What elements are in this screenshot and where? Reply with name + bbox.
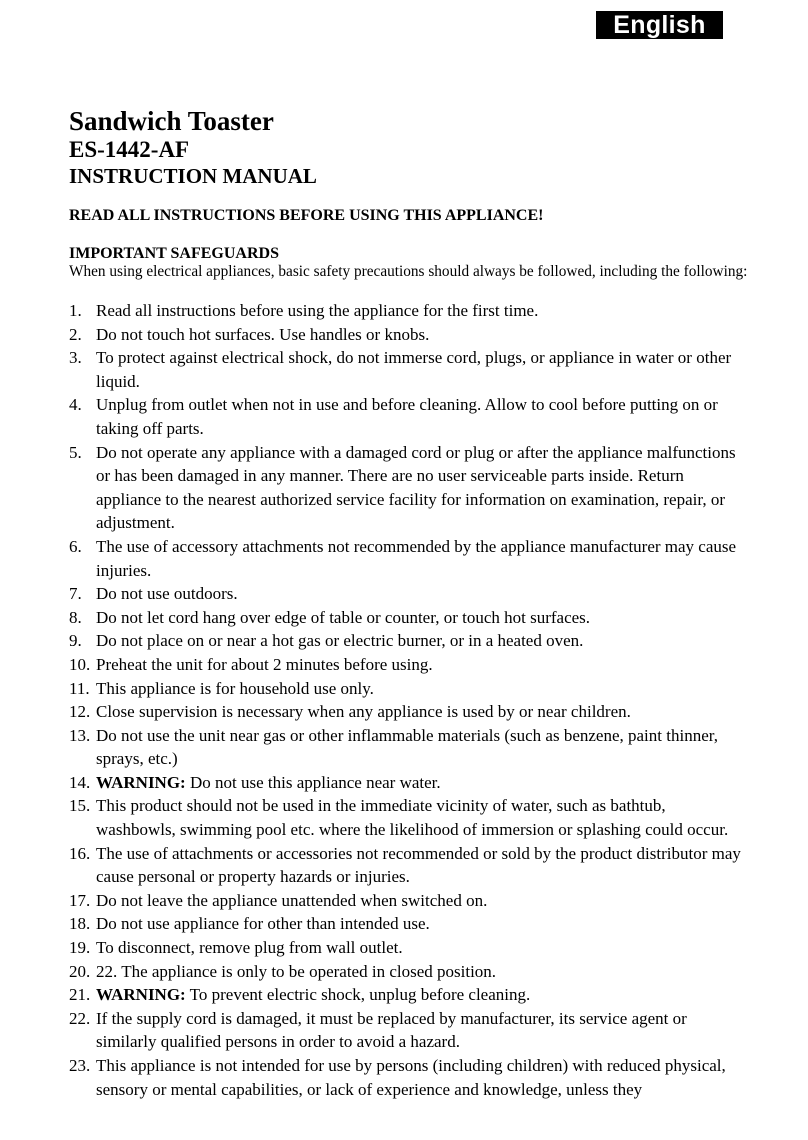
list-item xyxy=(69,794,749,841)
document-title: Sandwich Toaster xyxy=(69,106,274,136)
item-number: 17. xyxy=(69,890,91,910)
list-item xyxy=(69,960,749,984)
list-item xyxy=(69,393,749,440)
language-badge: English xyxy=(596,11,723,39)
warning-label: WARNING: xyxy=(96,985,186,1005)
item-text: The use of attachments or accessories not recommended or sold by the product distributor may cause personal or property hazards or injuries. xyxy=(96,843,741,887)
list-item xyxy=(69,299,749,323)
item-text: Read all instructions before using the appliance for the first time. xyxy=(96,301,539,320)
list-item xyxy=(69,1054,749,1101)
model-number: ES-1442-AF xyxy=(69,137,190,162)
item-text: If the supply cord is damaged, it must be replaced by manufacturer, its service agent or similarly qualified persons in order to avoid a hazard. xyxy=(96,1008,687,1052)
list-item xyxy=(69,653,749,677)
item-number: 1. xyxy=(69,301,82,320)
item-text: Do not use this appliance near water. xyxy=(185,772,441,792)
item-text: Close supervision is necessary when any appliance is used by or near children. xyxy=(96,702,631,722)
item-text: Do not use the unit near gas or other inflammable materials (such as benzene, paint thinner, sprays, etc.) xyxy=(96,725,718,769)
item-text: To protect against electrical shock, do not immerse cord, plugs, or appliance in water or other liquid. xyxy=(96,348,732,391)
list-item xyxy=(69,582,749,606)
read-all-notice: READ ALL INSTRUCTIONS BEFORE USING THIS APPLIANCE! xyxy=(69,207,544,224)
item-text: 22. The appliance is only to be operated in closed position. xyxy=(96,961,497,981)
list-item xyxy=(69,912,749,936)
item-text: Do not use outdoors. xyxy=(96,584,238,604)
list-item xyxy=(69,441,749,535)
item-number: 8. xyxy=(69,607,82,627)
safeguards-list xyxy=(69,299,749,1101)
item-number: 14. xyxy=(69,772,91,792)
item-text: Unplug from outlet when not in use and before cleaning. Allow to cool before putting on or taking off parts. xyxy=(96,395,718,438)
item-text: This product should not be used in the immediate vicinity of water, such as bathtub, washbowls, swimming pool etc. where the likelihood of immersion or splashing could occur. xyxy=(96,796,729,840)
item-number: 23. xyxy=(69,1056,91,1075)
item-number: 2. xyxy=(69,324,82,344)
list-item xyxy=(69,983,749,1007)
item-number: 7. xyxy=(69,584,82,604)
item-text: The use of accessory attachments not recommended by the appliance manufacturer may cause injuries. xyxy=(96,536,737,580)
item-text: To prevent electric shock, unplug before cleaning. xyxy=(185,985,531,1005)
list-item xyxy=(69,842,749,889)
item-text: Do not let cord hang over edge of table or counter, or touch hot surfaces. xyxy=(96,607,591,627)
safeguards-intro: When using electrical appliances, basic safety precautions should always be followed, including the following: xyxy=(69,263,748,280)
item-text: This appliance is not intended for use by persons (including children) with reduced physical, sensory or mental capabilities, or lack of experience and knowledge, unless they xyxy=(96,1056,726,1099)
item-text: Do not operate any appliance with a damaged cord or plug or after the appliance malfunctions or has been damaged in any manner. There are no user serviceable parts inside. Return appliance to the nearest authorized service facility for information on examination, repair, or adjustment. xyxy=(96,442,736,533)
list-item xyxy=(69,700,749,724)
list-item xyxy=(69,677,749,701)
list-item xyxy=(69,535,749,582)
item-number: 15. xyxy=(69,796,91,816)
item-number: 20. xyxy=(69,961,91,981)
list-item xyxy=(69,323,749,347)
list-item xyxy=(69,606,749,630)
item-number: 18. xyxy=(69,914,91,934)
list-item xyxy=(69,771,749,795)
list-item xyxy=(69,889,749,913)
safeguards-heading: IMPORTANT SAFEGUARDS xyxy=(69,245,279,262)
item-number: 19. xyxy=(69,938,91,958)
item-number: 22. xyxy=(69,1008,91,1028)
item-number: 16. xyxy=(69,843,91,863)
item-text: Do not place on or near a hot gas or electric burner, or in a heated oven. xyxy=(96,631,584,651)
item-number: 12. xyxy=(69,702,91,722)
item-number: 5. xyxy=(69,442,82,462)
item-text: Preheat the unit for about 2 minutes before using. xyxy=(96,654,433,674)
item-number: 4. xyxy=(69,395,82,415)
item-number: 13. xyxy=(69,725,91,745)
item-text: Do not use appliance for other than intended use. xyxy=(96,914,430,934)
list-item xyxy=(69,629,749,653)
list-item xyxy=(69,346,749,393)
item-text: Do not touch hot surfaces. Use handles or knobs. xyxy=(96,324,430,344)
item-text: Do not leave the appliance unattended when switched on. xyxy=(96,890,488,910)
item-number: 21. xyxy=(69,985,91,1005)
item-text: This appliance is for household use only. xyxy=(96,678,374,698)
item-number: 11. xyxy=(69,678,90,698)
list-item xyxy=(69,724,749,771)
item-number: 3. xyxy=(69,348,82,368)
list-item xyxy=(69,1007,749,1054)
manual-heading: INSTRUCTION MANUAL xyxy=(69,164,317,188)
list-item xyxy=(69,936,749,960)
item-number: 6. xyxy=(69,536,82,556)
item-number: 10. xyxy=(69,654,91,674)
warning-label: WARNING: xyxy=(96,772,186,792)
item-number: 9. xyxy=(69,631,82,651)
item-text: To disconnect, remove plug from wall outlet. xyxy=(96,938,403,958)
